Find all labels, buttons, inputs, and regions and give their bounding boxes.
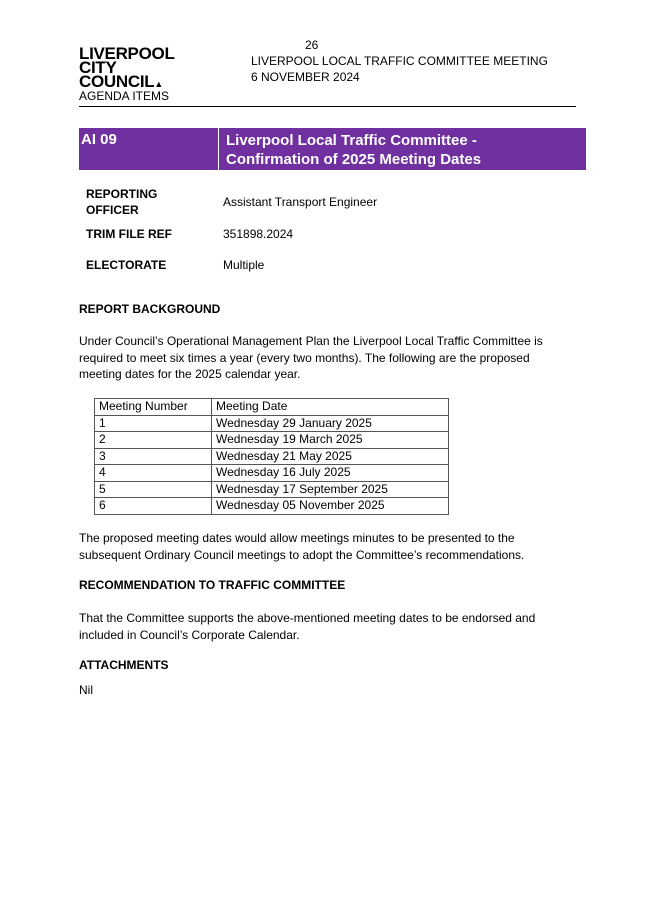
table-row — [95, 498, 449, 515]
reporting-officer-label — [86, 186, 157, 218]
meeting-date: 6 NOVEMBER 2024 — [251, 70, 360, 84]
table-header-row — [95, 399, 449, 416]
table-row — [95, 415, 449, 432]
meeting-dates-note-line: The proposed meeting dates would allow meetings minutes to be presented to the — [79, 531, 515, 545]
table-cell-date: Wednesday 17 September 2025 — [212, 481, 449, 498]
reporting-officer-label-line1: REPORTING — [86, 187, 158, 201]
table-cell-number: 2 — [95, 432, 212, 449]
meeting-dates-table — [94, 398, 449, 515]
meeting-title: LIVERPOOL LOCAL TRAFFIC COMMITTEE MEETING — [251, 54, 548, 68]
logo-line-liverpool: LIVERPOOL — [79, 44, 175, 63]
agenda-item-title — [226, 131, 481, 169]
page-number: 26 — [305, 38, 319, 52]
table-row — [95, 448, 449, 465]
banner-divider — [218, 128, 219, 170]
table-cell-date: Wednesday 21 May 2025 — [212, 448, 449, 465]
agenda-item-banner — [79, 128, 586, 170]
table-header-meeting-date: Meeting Date — [212, 399, 449, 416]
recommendation-text — [79, 610, 559, 643]
table-cell-date: Wednesday 19 March 2025 — [212, 432, 449, 449]
header-divider — [79, 106, 576, 107]
electorate-value: Multiple — [223, 258, 265, 272]
table-cell-number: 4 — [95, 465, 212, 482]
attachments-heading: ATTACHMENTS — [79, 658, 169, 672]
trim-file-ref-label: TRIM FILE REF — [86, 227, 172, 241]
recommendation-line: That the Committee supports the above-mentioned meeting dates to be endorsed and — [79, 611, 536, 625]
table-cell-date: Wednesday 16 July 2025 — [212, 465, 449, 482]
agenda-item-title-line1: Liverpool Local Traffic Committee - — [226, 132, 477, 149]
table-cell-number: 1 — [95, 415, 212, 432]
agenda-item-code: AI 09 — [81, 131, 117, 148]
report-background-line: Under Council’s Operational Management Plan the Liverpool Local Traffic Committee is — [79, 334, 543, 348]
report-background-heading: REPORT BACKGROUND — [79, 302, 221, 316]
recommendation-heading: RECOMMENDATION TO TRAFFIC COMMITTEE — [79, 578, 346, 592]
table-row — [95, 432, 449, 449]
logo-line-council: COUNCIL▲ — [79, 72, 163, 91]
report-background-line: meeting dates for the 2025 calendar year. — [79, 367, 301, 381]
trim-file-ref-value: 351898.2024 — [223, 227, 294, 241]
table-cell-number: 3 — [95, 448, 212, 465]
agenda-item-title-line2: Confirmation of 2025 Meeting Dates — [226, 151, 482, 168]
table-cell-date: Wednesday 29 January 2025 — [212, 415, 449, 432]
report-background-text — [79, 333, 559, 383]
table-cell-number: 5 — [95, 481, 212, 498]
attachments-value: Nil — [79, 683, 93, 697]
report-background-line: required to meet six times a year (every two months). The following are the proposed — [79, 350, 530, 365]
section-label: AGENDA ITEMS — [79, 89, 170, 103]
logo-line-city: CITY — [79, 58, 117, 77]
table-cell-number: 6 — [95, 498, 212, 515]
table-header-meeting-number: Meeting Number — [95, 399, 212, 416]
table-cell-date: Wednesday 05 November 2025 — [212, 498, 449, 515]
reporting-officer-label-line2: OFFICER — [86, 203, 139, 217]
electorate-label: ELECTORATE — [86, 258, 167, 272]
logo-mark-icon: ▲ — [154, 79, 163, 89]
table-row — [95, 481, 449, 498]
meeting-dates-note-line: subsequent Ordinary Council meetings to adopt the Committee’s recommendations. — [79, 547, 525, 562]
table-row — [95, 465, 449, 482]
reporting-officer-value: Assistant Transport Engineer — [223, 195, 378, 209]
recommendation-line: included in Council’s Corporate Calendar. — [79, 627, 300, 642]
meeting-dates-note — [79, 530, 559, 563]
